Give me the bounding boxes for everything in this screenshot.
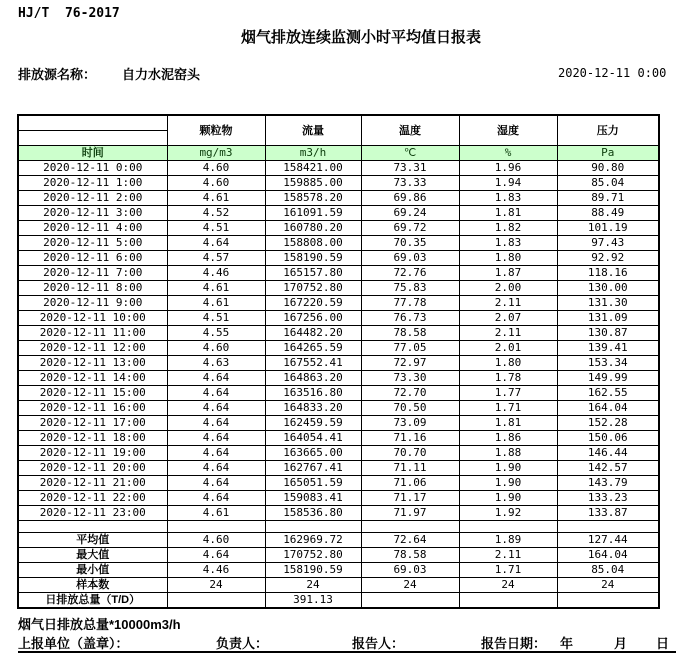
report-table-body xyxy=(18,115,659,608)
report-date-label: 报告日期： xyxy=(481,636,547,651)
summary-row xyxy=(18,578,659,593)
value-cell: 1.80 xyxy=(459,251,557,266)
value-cell: 160780.20 xyxy=(265,221,361,236)
table-row xyxy=(18,506,659,521)
value-cell: 164.04 xyxy=(557,401,659,416)
value-cell: 77.05 xyxy=(361,341,459,356)
value-cell: 1.81 xyxy=(459,416,557,431)
value-cell: 133.23 xyxy=(557,491,659,506)
value-cell: 4.60 xyxy=(167,341,265,356)
column-header: 流量 xyxy=(265,115,361,146)
summary-value: 24 xyxy=(265,578,361,593)
value-cell: 1.78 xyxy=(459,371,557,386)
value-cell: 72.76 xyxy=(361,266,459,281)
value-cell: 1.77 xyxy=(459,386,557,401)
time-cell: 2020-12-11 20:00 xyxy=(18,461,167,476)
value-cell: 164265.59 xyxy=(265,341,361,356)
value-cell: 70.50 xyxy=(361,401,459,416)
table-row xyxy=(18,266,659,281)
column-header: 湿度 xyxy=(459,115,557,146)
summary-value xyxy=(167,593,265,609)
value-cell: 158578.20 xyxy=(265,191,361,206)
value-cell: 73.09 xyxy=(361,416,459,431)
value-cell: 149.99 xyxy=(557,371,659,386)
value-cell: 162.55 xyxy=(557,386,659,401)
value-cell: 69.03 xyxy=(361,251,459,266)
table-row xyxy=(18,431,659,446)
value-cell: 130.00 xyxy=(557,281,659,296)
value-cell: 159083.41 xyxy=(265,491,361,506)
value-cell: 153.34 xyxy=(557,356,659,371)
reporter-label: 报告人： xyxy=(352,636,405,651)
table-row xyxy=(18,206,659,221)
value-cell: 4.51 xyxy=(167,311,265,326)
spacer-cell xyxy=(361,521,459,533)
table-row xyxy=(18,221,659,236)
time-cell: 2020-12-11 13:00 xyxy=(18,356,167,371)
table-row xyxy=(18,341,659,356)
summary-value: 127.44 xyxy=(557,533,659,548)
spacer-cell xyxy=(557,521,659,533)
flow-unit-footnote: 烟气日排放总量*10000m3/h xyxy=(18,617,181,632)
summary-row xyxy=(18,548,659,563)
time-cell: 2020-12-11 0:00 xyxy=(18,161,167,176)
value-cell: 1.90 xyxy=(459,491,557,506)
summary-value: 158190.59 xyxy=(265,563,361,578)
value-cell: 1.83 xyxy=(459,236,557,251)
summary-row xyxy=(18,563,659,578)
report-table xyxy=(17,114,660,609)
emission-source-line xyxy=(18,64,200,83)
value-cell: 2.00 xyxy=(459,281,557,296)
value-cell: 4.61 xyxy=(167,506,265,521)
summary-value: 85.04 xyxy=(557,563,659,578)
value-cell: 133.87 xyxy=(557,506,659,521)
column-unit: Pa xyxy=(557,146,659,161)
responsible-person-label: 负责人： xyxy=(216,636,269,651)
bottom-rule xyxy=(18,651,676,653)
value-cell: 70.70 xyxy=(361,446,459,461)
value-cell: 158421.00 xyxy=(265,161,361,176)
summary-row xyxy=(18,593,659,609)
value-cell: 72.97 xyxy=(361,356,459,371)
column-header: 压力 xyxy=(557,115,659,146)
value-cell: 71.11 xyxy=(361,461,459,476)
value-cell: 101.19 xyxy=(557,221,659,236)
value-cell: 162459.59 xyxy=(265,416,361,431)
summary-value: 69.03 xyxy=(361,563,459,578)
summary-value xyxy=(557,593,659,609)
summary-label: 平均值 xyxy=(18,533,167,548)
table-row xyxy=(18,326,659,341)
spacer-cell xyxy=(459,521,557,533)
value-cell: 89.71 xyxy=(557,191,659,206)
value-cell: 85.04 xyxy=(557,176,659,191)
value-cell: 1.81 xyxy=(459,206,557,221)
value-cell: 1.94 xyxy=(459,176,557,191)
summary-value: 1.71 xyxy=(459,563,557,578)
time-cell: 2020-12-11 8:00 xyxy=(18,281,167,296)
value-cell: 88.49 xyxy=(557,206,659,221)
value-cell: 158190.59 xyxy=(265,251,361,266)
value-cell: 4.64 xyxy=(167,431,265,446)
time-cell: 2020-12-11 2:00 xyxy=(18,191,167,206)
table-row xyxy=(18,401,659,416)
value-cell: 1.90 xyxy=(459,461,557,476)
table-row xyxy=(18,371,659,386)
value-cell: 4.57 xyxy=(167,251,265,266)
value-cell: 161091.59 xyxy=(265,206,361,221)
value-cell: 163665.00 xyxy=(265,446,361,461)
value-cell: 131.09 xyxy=(557,311,659,326)
units-row xyxy=(18,146,659,161)
source-label: 排放源名称： xyxy=(18,67,97,82)
value-cell: 1.71 xyxy=(459,401,557,416)
summary-value: 164.04 xyxy=(557,548,659,563)
value-cell: 4.64 xyxy=(167,401,265,416)
report-datetime: 2020-12-11 0:00 xyxy=(558,66,667,80)
value-cell: 4.64 xyxy=(167,446,265,461)
time-cell: 2020-12-11 11:00 xyxy=(18,326,167,341)
value-cell: 158536.80 xyxy=(265,506,361,521)
time-cell: 2020-12-11 22:00 xyxy=(18,491,167,506)
column-unit: ℃ xyxy=(361,146,459,161)
value-cell: 71.97 xyxy=(361,506,459,521)
corner-cell-top xyxy=(18,115,167,131)
summary-value: 78.58 xyxy=(361,548,459,563)
spacer-cell xyxy=(18,521,167,533)
value-cell: 4.64 xyxy=(167,236,265,251)
value-cell: 118.16 xyxy=(557,266,659,281)
value-cell: 143.79 xyxy=(557,476,659,491)
summary-value xyxy=(459,593,557,609)
day-label: 日 xyxy=(656,636,670,651)
table-row xyxy=(18,476,659,491)
summary-value: 24 xyxy=(557,578,659,593)
spacer-cell xyxy=(265,521,361,533)
value-cell: 142.57 xyxy=(557,461,659,476)
column-header: 温度 xyxy=(361,115,459,146)
standard-code: HJ/T 76-2017 xyxy=(18,6,120,21)
time-cell: 2020-12-11 6:00 xyxy=(18,251,167,266)
value-cell: 163516.80 xyxy=(265,386,361,401)
value-cell: 167552.41 xyxy=(265,356,361,371)
value-cell: 165157.80 xyxy=(265,266,361,281)
value-cell: 92.92 xyxy=(557,251,659,266)
table-row xyxy=(18,491,659,506)
value-cell: 77.78 xyxy=(361,296,459,311)
value-cell: 1.88 xyxy=(459,446,557,461)
value-cell: 4.64 xyxy=(167,386,265,401)
time-cell: 2020-12-11 17:00 xyxy=(18,416,167,431)
value-cell: 1.92 xyxy=(459,506,557,521)
value-cell: 165051.59 xyxy=(265,476,361,491)
value-cell: 4.51 xyxy=(167,221,265,236)
corner-cell-bottom xyxy=(18,131,167,146)
value-cell: 139.41 xyxy=(557,341,659,356)
table-row xyxy=(18,446,659,461)
summary-row xyxy=(18,533,659,548)
value-cell: 131.30 xyxy=(557,296,659,311)
value-cell: 4.64 xyxy=(167,491,265,506)
value-cell: 1.90 xyxy=(459,476,557,491)
value-cell: 4.61 xyxy=(167,281,265,296)
time-cell: 2020-12-11 4:00 xyxy=(18,221,167,236)
value-cell: 73.31 xyxy=(361,161,459,176)
column-unit: % xyxy=(459,146,557,161)
summary-value: 72.64 xyxy=(361,533,459,548)
time-cell: 2020-12-11 5:00 xyxy=(18,236,167,251)
time-cell: 2020-12-11 3:00 xyxy=(18,206,167,221)
value-cell: 2.11 xyxy=(459,296,557,311)
value-cell: 1.83 xyxy=(459,191,557,206)
value-cell: 2.07 xyxy=(459,311,557,326)
value-cell: 69.86 xyxy=(361,191,459,206)
table-row xyxy=(18,236,659,251)
time-cell: 2020-12-11 12:00 xyxy=(18,341,167,356)
month-label: 月 xyxy=(614,636,628,651)
value-cell: 4.61 xyxy=(167,191,265,206)
summary-label: 样本数 xyxy=(18,578,167,593)
summary-value: 4.64 xyxy=(167,548,265,563)
source-name: 自力水泥窑头 xyxy=(122,67,201,82)
value-cell: 4.60 xyxy=(167,161,265,176)
value-cell: 2.01 xyxy=(459,341,557,356)
value-cell: 70.35 xyxy=(361,236,459,251)
value-cell: 4.64 xyxy=(167,371,265,386)
summary-label: 最大值 xyxy=(18,548,167,563)
spacer-row xyxy=(18,521,659,533)
table-row xyxy=(18,251,659,266)
value-cell: 69.72 xyxy=(361,221,459,236)
value-cell: 71.06 xyxy=(361,476,459,491)
table-row xyxy=(18,161,659,176)
summary-value: 24 xyxy=(167,578,265,593)
table-row xyxy=(18,296,659,311)
value-cell: 164482.20 xyxy=(265,326,361,341)
value-cell: 71.17 xyxy=(361,491,459,506)
value-cell: 159885.00 xyxy=(265,176,361,191)
value-cell: 4.64 xyxy=(167,461,265,476)
time-cell: 2020-12-11 14:00 xyxy=(18,371,167,386)
value-cell: 167220.59 xyxy=(265,296,361,311)
summary-value: 2.11 xyxy=(459,548,557,563)
column-header: 颗粒物 xyxy=(167,115,265,146)
time-cell: 2020-12-11 23:00 xyxy=(18,506,167,521)
value-cell: 162767.41 xyxy=(265,461,361,476)
summary-value: 24 xyxy=(361,578,459,593)
value-cell: 4.52 xyxy=(167,206,265,221)
value-cell: 1.96 xyxy=(459,161,557,176)
summary-value: 4.60 xyxy=(167,533,265,548)
value-cell: 97.43 xyxy=(557,236,659,251)
value-cell: 72.70 xyxy=(361,386,459,401)
page-title: 烟气排放连续监测小时平均值日报表 xyxy=(240,29,481,46)
time-cell: 2020-12-11 16:00 xyxy=(18,401,167,416)
table-row xyxy=(18,356,659,371)
value-cell: 4.64 xyxy=(167,416,265,431)
summary-value: 162969.72 xyxy=(265,533,361,548)
time-cell: 2020-12-11 1:00 xyxy=(18,176,167,191)
column-unit: m3/h xyxy=(265,146,361,161)
value-cell: 76.73 xyxy=(361,311,459,326)
table-row xyxy=(18,461,659,476)
time-cell: 2020-12-11 15:00 xyxy=(18,386,167,401)
table-row xyxy=(18,191,659,206)
value-cell: 75.83 xyxy=(361,281,459,296)
value-cell: 152.28 xyxy=(557,416,659,431)
reporting-unit-label: 上报单位（盖章）： xyxy=(18,636,129,651)
value-cell: 167256.00 xyxy=(265,311,361,326)
summary-value: 170752.80 xyxy=(265,548,361,563)
summary-value: 1.89 xyxy=(459,533,557,548)
value-cell: 4.61 xyxy=(167,296,265,311)
table-row xyxy=(18,386,659,401)
value-cell: 1.86 xyxy=(459,431,557,446)
value-cell: 158808.00 xyxy=(265,236,361,251)
value-cell: 78.58 xyxy=(361,326,459,341)
value-cell: 90.80 xyxy=(557,161,659,176)
summary-value xyxy=(361,593,459,609)
column-unit: mg/m3 xyxy=(167,146,265,161)
value-cell: 4.64 xyxy=(167,476,265,491)
value-cell: 164054.41 xyxy=(265,431,361,446)
table-row xyxy=(18,311,659,326)
value-cell: 1.80 xyxy=(459,356,557,371)
value-cell: 4.46 xyxy=(167,266,265,281)
time-cell: 2020-12-11 9:00 xyxy=(18,296,167,311)
value-cell: 4.63 xyxy=(167,356,265,371)
value-cell: 164833.20 xyxy=(265,401,361,416)
summary-label: 最小值 xyxy=(18,563,167,578)
value-cell: 164863.20 xyxy=(265,371,361,386)
spacer-cell xyxy=(167,521,265,533)
time-cell: 2020-12-11 18:00 xyxy=(18,431,167,446)
value-cell: 73.30 xyxy=(361,371,459,386)
year-label: 年 xyxy=(560,636,574,651)
value-cell: 150.06 xyxy=(557,431,659,446)
value-cell: 4.60 xyxy=(167,176,265,191)
table-row xyxy=(18,281,659,296)
value-cell: 130.87 xyxy=(557,326,659,341)
value-cell: 170752.80 xyxy=(265,281,361,296)
value-cell: 1.82 xyxy=(459,221,557,236)
value-cell: 71.16 xyxy=(361,431,459,446)
value-cell: 73.33 xyxy=(361,176,459,191)
summary-label: 日排放总量（T/D） xyxy=(18,593,167,609)
value-cell: 69.24 xyxy=(361,206,459,221)
summary-value: 4.46 xyxy=(167,563,265,578)
time-cell: 2020-12-11 7:00 xyxy=(18,266,167,281)
value-cell: 146.44 xyxy=(557,446,659,461)
time-cell: 2020-12-11 21:00 xyxy=(18,476,167,491)
summary-value: 24 xyxy=(459,578,557,593)
value-cell: 2.11 xyxy=(459,326,557,341)
time-header: 时间 xyxy=(18,146,167,161)
value-cell: 1.87 xyxy=(459,266,557,281)
value-cell: 4.55 xyxy=(167,326,265,341)
table-row xyxy=(18,176,659,191)
summary-value: 391.13 xyxy=(265,593,361,609)
time-cell: 2020-12-11 10:00 xyxy=(18,311,167,326)
time-cell: 2020-12-11 19:00 xyxy=(18,446,167,461)
table-row xyxy=(18,416,659,431)
